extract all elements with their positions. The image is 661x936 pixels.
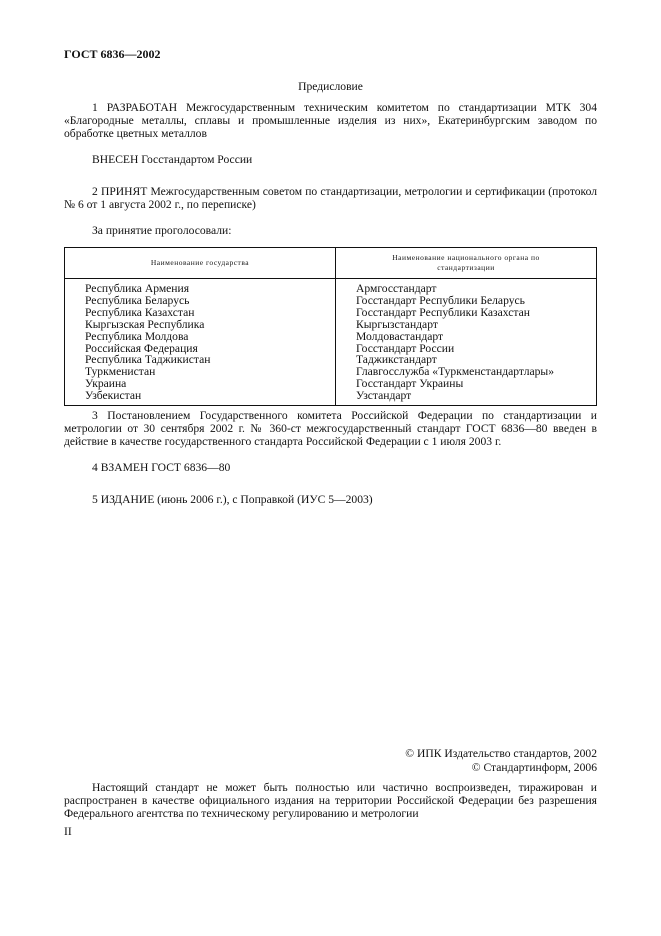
state-name: Российская Федерация [85,341,198,355]
paragraph-1: 1 РАЗРАБОТАН Межгосударственным техническим комитетом по стандартизации МТК 304 «Благородные металлы, сплавы и промышленные изделия из них», Екатеринбургским заводом по обработке цветных металлов [64,101,597,140]
paragraph-5: 5 ИЗДАНИЕ (июнь 2006 г.), с Поправкой (ИУС 5—2003) [92,493,373,506]
state-name: Республика Молдова [85,329,189,343]
state-name: Республика Таджикистан [85,353,211,367]
paragraph-2: 2 ПРИНЯТ Межгосударственным советом по стандартизации, метрологии и сертификации (протокол № 6 от 1 августа 2002 г., по переписке) [64,185,597,211]
document-header: ГОСТ 6836—2002 [64,47,161,61]
state-name: Республика Армения [85,282,190,295]
state-name: Республика Беларусь [85,293,190,307]
standards-body-name: Армгосстандарт [356,282,437,295]
standards-body-name: Госстандарт Республики Казахстан [356,305,530,319]
paragraph-voted: За принятие проголосовали: [92,224,232,237]
section-title: Предисловие [298,80,363,93]
states-column [65,279,336,406]
paragraph-3: 3 Постановлением Государственного комитета Российской Федерации по стандартизации и метрологии от 30 сентября 2002 г. № 360-ст межгосударственный стандарт ГОСТ 6836—80 введен в действие в качестве государственного стандарта Российской Федерации с 1 июля 2003 г. [64,409,597,448]
paragraph-4: 4 ВЗАМЕН ГОСТ 6836—80 [92,461,231,474]
state-name: Кыргызская Республика [85,317,205,331]
table-header-body: Наименование национального органа по стандартизации [336,248,597,279]
standards-body-name: Кыргызстандарт [356,317,438,331]
standards-body-name: Госстандарт Республики Беларусь [356,293,525,307]
standards-body-name: Узстандарт [356,389,412,403]
paragraph-introduced: ВНЕСЕН Госстандартом России [92,153,253,166]
page-number: II [64,825,72,838]
standards-body-name: Госстандарт Украины [356,377,464,391]
voting-table [64,247,597,406]
standards-body-name: Главгосслужба «Туркменстандартлары» [356,365,555,379]
standards-body-name: Таджикстандарт [356,353,437,367]
bodies-column [336,279,597,406]
reproduction-notice: Настоящий стандарт не может быть полностью или частично воспроизведен, тиражирован и распространен в качестве официального издания на территории Российской Федерации без разрешения Федерального агентства по техническому регулированию и метрологии [64,781,597,820]
state-name: Украина [85,377,127,391]
state-name: Узбекистан [85,389,142,403]
standards-body-name: Молдовастандарт [356,329,444,343]
copyright-1: © ИПК Издательство стандартов, 2002 [405,747,597,760]
table-header-state: Наименование государства [65,248,336,279]
standards-body-name: Госстандарт России [356,341,455,355]
state-name: Республика Казахстан [85,305,195,319]
state-name: Туркменистан [85,365,156,379]
copyright-2: © Стандартинформ, 2006 [471,761,597,774]
